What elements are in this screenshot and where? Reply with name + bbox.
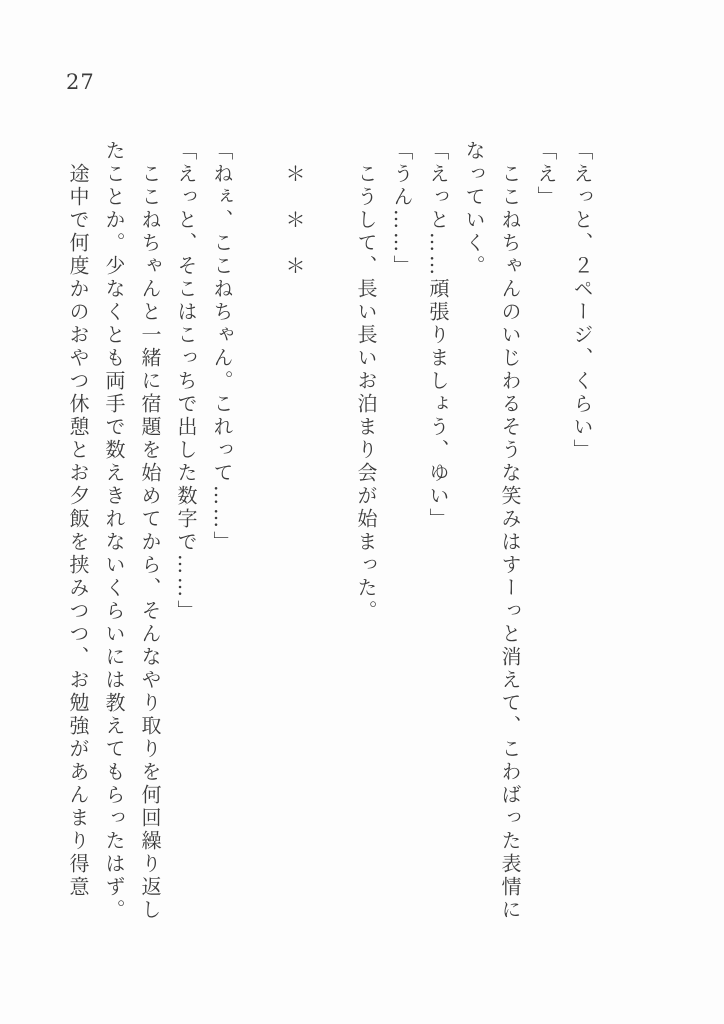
text-column: こうして、長い長いお泊まり会が始まった。 bbox=[354, 140, 378, 623]
text-column: 「ねぇ、ここねちゃん。これって……」 bbox=[210, 140, 234, 554]
text-column: ここねちゃんのいじわるそうな笑みはすーっと消えて、こわばった表情に bbox=[498, 140, 522, 922]
text-column: 「えっと、そこはこっちで出した数字で……」 bbox=[174, 140, 198, 623]
page-number: 27 bbox=[66, 70, 95, 94]
text-column: なっていく。 bbox=[462, 140, 486, 278]
text-column: 「うん……」 bbox=[390, 140, 414, 278]
text-column: たことか。少なくとも両手で数えきれないくらいには教えてもらったはず。 bbox=[102, 140, 126, 922]
section-separator: ＊ ＊ ＊ bbox=[282, 140, 306, 278]
text-column: 「えっと、２ページ、くらい」 bbox=[570, 140, 594, 462]
text-column: ここねちゃんと一緒に宿題を始めてから、そんなやり取りを何回繰り返し bbox=[138, 140, 162, 922]
vertical-text-block bbox=[60, 140, 600, 940]
text-column: 途中で何度かのおやつ休憩とお夕飯を挟みつつ、お勉強があんまり得意 bbox=[66, 140, 90, 899]
text-column: 「え」 bbox=[534, 140, 558, 209]
text-column: 「えっと……頑張りましょう、ゆい」 bbox=[426, 140, 450, 531]
